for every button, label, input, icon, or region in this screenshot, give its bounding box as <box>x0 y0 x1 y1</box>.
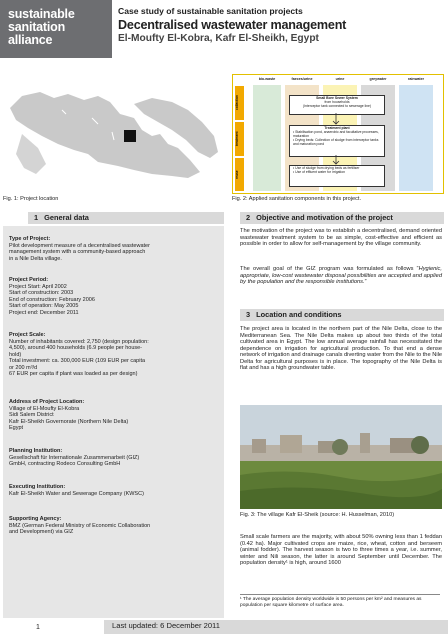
diagram-column-urine: urine <box>335 77 345 81</box>
diagram-row-collection: collection <box>235 95 239 111</box>
general-data-box <box>3 226 224 618</box>
planning-institution-line: Gesellschaft für Internationale Zusammenarbeit (GIZ) <box>9 454 140 461</box>
project-period-line: End of construction: February 2006 <box>9 296 95 303</box>
village-photo-image <box>240 405 442 509</box>
objective-p2-end: ” <box>364 279 367 285</box>
reuse-box-line-2: • Use of effluent water for irrigation <box>293 170 346 174</box>
project-scale-group <box>9 332 219 378</box>
project-period-line: Project Start: April 2002 <box>9 283 67 290</box>
diagram-column-greywater: greywater <box>369 77 387 81</box>
supporting-agency-group <box>9 516 219 536</box>
executing-institution-heading: Executing Institution: <box>9 484 66 490</box>
section-objective-header <box>240 212 444 224</box>
diagram-arrows <box>233 75 443 193</box>
diagram-column-rainwater: rainwater <box>408 77 424 81</box>
supporting-agency-heading: Supporting Agency: <box>9 516 62 522</box>
section-general-title: General data <box>44 213 89 222</box>
project-address-line: Egypt <box>9 425 24 431</box>
treatment-box-line-1: • Stabilisation pond, anaerobic and facultative processes, maturation <box>293 130 379 138</box>
collection-box-line-1: from households <box>324 100 350 104</box>
project-scale-line: 4,500), around 400 households (6.9 people per house- <box>9 345 143 351</box>
treatment-box-line-2: • Drying beds: Collection of sludge from interceptor tanks and maturation pond <box>293 138 379 146</box>
page-title: Decentralised wastewater management <box>118 18 347 32</box>
project-location-map <box>2 74 226 190</box>
project-address-line: Kafr El-Sheikh Governorate (Northern Nile Delta) <box>9 418 129 425</box>
objective-p2-start: The overall goal of the GIZ program was formulated as follows “ <box>240 266 419 272</box>
project-period-heading: Project Period: <box>9 277 49 283</box>
project-type-line: management system with a community-based approach <box>9 249 146 255</box>
page-number: 1 <box>36 624 40 631</box>
project-type-group <box>9 236 219 262</box>
logo-line-1: sustainable <box>8 7 75 21</box>
planning-institution-line: GmbH, contracting Rodeco Consulting GmbH <box>9 461 121 467</box>
figure-1-caption: Fig. 1: Project location <box>3 196 59 202</box>
project-scale-heading: Project Scale: <box>9 332 46 338</box>
last-updated: Last updated: 6 December 2011 <box>112 621 220 630</box>
logo-line-2: sanitation <box>8 20 66 34</box>
diagram-column-faeces-urine: faeces/urine <box>291 77 313 81</box>
project-period-line: Project end: December 2011 <box>9 309 79 316</box>
section-general-header <box>28 212 224 224</box>
section-location-number: 3 <box>246 310 251 319</box>
section-objective-number: 2 <box>246 213 251 222</box>
section-general-number: 1 <box>34 213 39 222</box>
page-subtitle: El-Moufty El-Kobra, Kafr El-Sheikh, Egypt <box>118 33 319 44</box>
collection-box-line-2: (Interceptor tank connected to sewerage line) <box>302 104 372 108</box>
planning-institution-heading: Planning Institution: <box>9 448 63 454</box>
project-address-line: Sidi Salem District <box>9 412 54 418</box>
project-address-group <box>9 399 219 432</box>
objective-paragraph-2 <box>240 266 442 286</box>
footnote: ¹ The average population density worldwide is 50 persons per km² and measures as population per square kilometre of surface area. <box>240 594 440 609</box>
project-scale-line: or 200 m³/d <box>9 364 38 371</box>
supporting-agency-line: BMZ (German Federal Ministry of Economic Collaboration <box>9 522 151 529</box>
objective-paragraph-1: The motivation of the project was to establish a decentralised, demand oriented wastewater treatment system to be as simple, cost-effective and efficient as possible in order to allow for self-management by the village community. <box>240 228 442 247</box>
project-type-line: Pilot development measure of a decentralised wastewater <box>9 242 150 249</box>
collection-box-title: Small Bore Sewer System <box>316 96 358 100</box>
figure-3-caption: Fig. 3: The village Kafr El-Sheik (source: H. Husselman, 2010) <box>240 512 395 518</box>
project-address-line: Village of El-Moufty El-Kobra <box>9 405 80 412</box>
project-period-group <box>9 277 219 316</box>
sanitation-components-diagram <box>232 74 444 194</box>
diagram-column-biowaste: bio-waste <box>258 77 276 81</box>
location-paragraph-1: The project area is located in the northern part of the Nile Delta, close to the Mediterranean Sea. The Nile Delta makes up about two thirds of the total cultivated area in Egypt. The low annual average rainfall has necessitated the dependence on irrigation for agricultural production. To that end a dense network of irrigation and drainage canals diverting water from the Nile to the Nile Delta for agricultural purposes is in place. The topography of the Nile Delta is flat and has a high groundwater table. <box>240 326 443 371</box>
sustainable-sanitation-logo <box>0 0 112 58</box>
reuse-box-line-1: • Use of sludge from drying beds as fertiliser <box>293 166 360 170</box>
executing-institution-group <box>9 484 219 497</box>
project-period-line: Start of construction: 2003 <box>9 290 74 296</box>
project-scale-line: 67 EUR per capita if plant was loaded as per design) <box>9 371 138 377</box>
village-photo <box>240 405 442 509</box>
figure-2-caption: Fig. 2: Applied sanitation components in this project. <box>232 196 362 202</box>
section-location-header <box>240 309 444 321</box>
page-header <box>118 0 448 58</box>
objective-p2-quote: Hygienic, appropriate, low-cost wastewater disposal possibilities are accepted and applied by the population and the responsible institutions. <box>240 266 442 285</box>
diagram-row-reuse: reuse <box>235 170 239 179</box>
project-scale-line: Total investment: ca. 300,000 EUR (109 EUR per capita <box>9 358 146 364</box>
project-scale-line: hold) <box>9 351 22 358</box>
map-image <box>2 74 226 190</box>
project-address-heading: Address of Project Location: <box>9 399 85 405</box>
project-period-line: Start of operation: May 2005 <box>9 303 79 309</box>
location-paragraph-2: Small scale farmers are the majority, with about 50% owning less than 1 feddan (0.42 ha). Major cultivated crops are maize, rice, wheat, cotton and berseem (animal fodder). The harvest season is two to three times a year, i.e. summer, winter and Nili season, the latter is around September until December. The population density¹ is high, around 1600 <box>240 534 442 566</box>
project-type-line: in a Nile Delta village. <box>9 255 62 262</box>
executing-institution-line: Kafr El-Sheikh Water and Sewerage Company (KWSC) <box>9 490 144 497</box>
supporting-agency-line: and Development) via GIZ <box>9 529 74 535</box>
planning-institution-group <box>9 448 219 468</box>
header-kicker: Case study of sustainable sanitation projects <box>118 6 303 16</box>
section-location-title: Location and conditions <box>256 310 342 319</box>
project-type-heading: Type of Project: <box>9 236 51 242</box>
project-scale-line: Number of inhabitants covered: 2,750 (design population: <box>9 338 149 345</box>
treatment-box-title: Treatment plant <box>324 126 350 130</box>
diagram-row-treatment: treatment <box>235 131 239 147</box>
logo-line-3: alliance <box>8 33 53 47</box>
section-objective-title: Objective and motivation of the project <box>256 213 393 222</box>
